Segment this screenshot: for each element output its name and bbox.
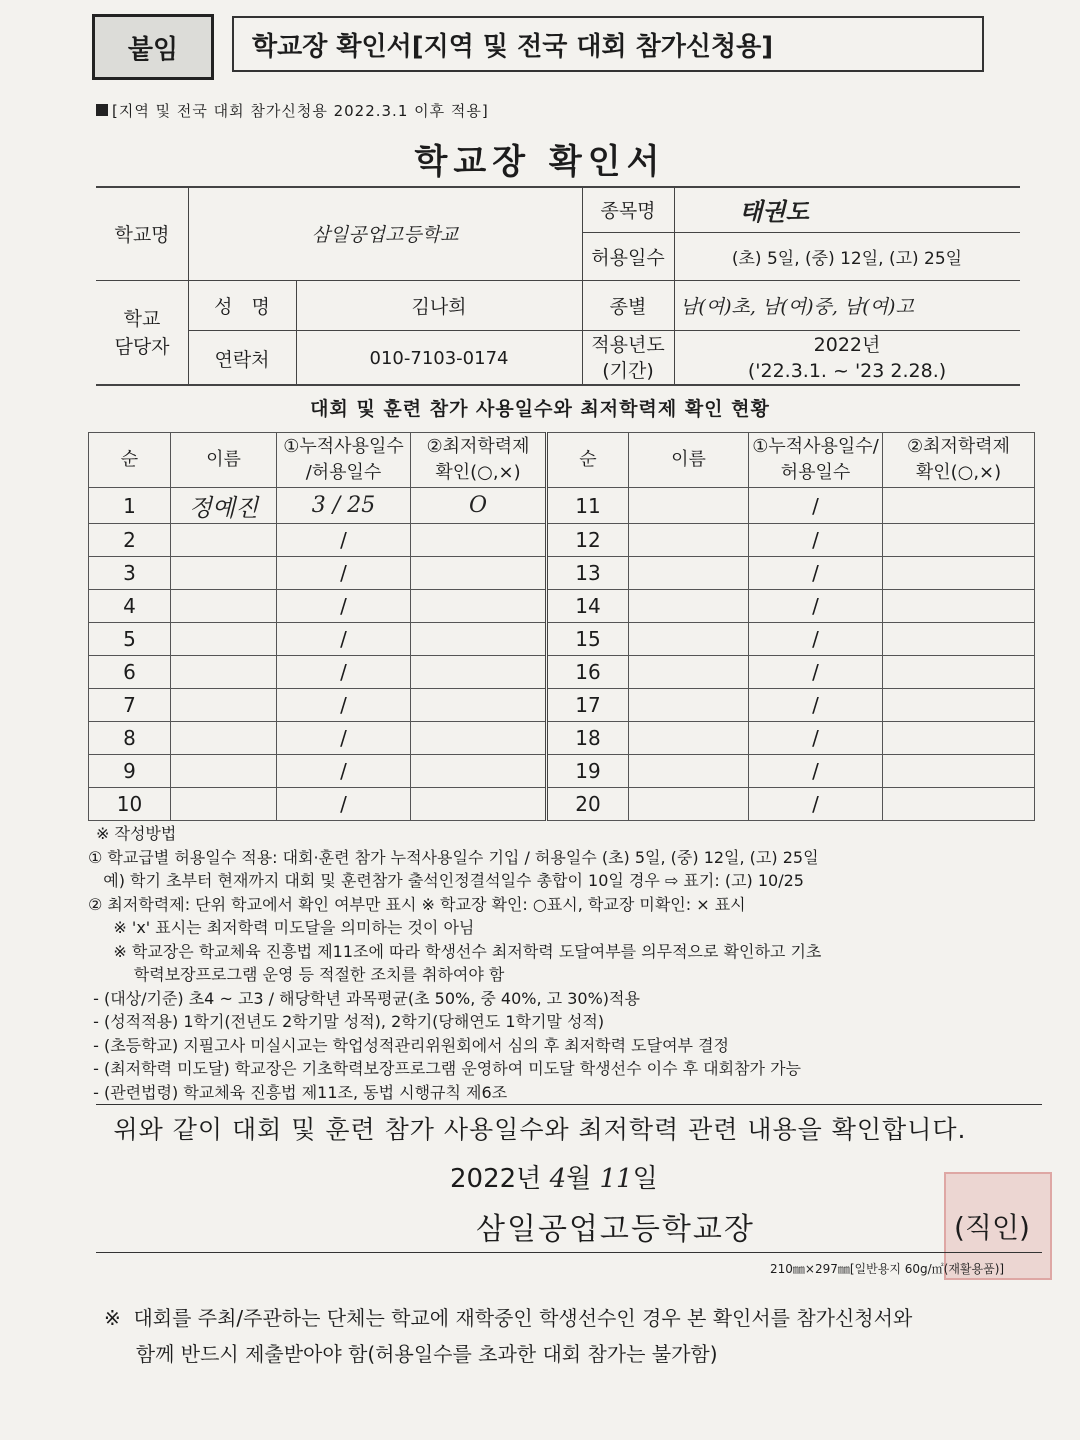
table-row <box>89 488 1035 524</box>
table-header-row <box>89 433 1035 488</box>
row-days: 3 / 25 <box>277 488 411 524</box>
row-name-right <box>629 488 749 524</box>
row-name <box>171 590 277 623</box>
guide-line: - (초등학교) 지필고사 미실시교는 학업성적관리위원회에서 심의 후 최저학력 도달여부 결정 <box>88 1035 729 1055</box>
table-row <box>89 722 1035 755</box>
row-check <box>411 524 547 557</box>
guide-title: ※ 작성방법 <box>96 824 177 843</box>
date-day-unit: 일 <box>632 1164 658 1194</box>
row-days-right: / <box>749 524 883 557</box>
row-check <box>411 788 547 821</box>
row-check-right <box>883 689 1035 722</box>
row-check: O <box>411 488 547 524</box>
col-check: ②최저학력제 확인(○,×) <box>411 433 547 488</box>
row-name-right <box>629 656 749 689</box>
table-row <box>89 656 1035 689</box>
row-name: 정예진 <box>171 488 277 524</box>
name-value: 김나희 <box>411 295 467 318</box>
page-title: 학교장 확인서 <box>414 142 666 182</box>
row-name <box>171 623 277 656</box>
row-name <box>171 557 277 590</box>
row-check-right <box>883 623 1035 656</box>
row-no: 2 <box>89 524 171 557</box>
guide-line: - (관련법령) 학교체육 진흥법 제11조, 동법 시행규칙 제6조 <box>88 1082 508 1102</box>
row-days: / <box>277 755 411 788</box>
guide-line: ② 최저학력제: 단위 학교에서 확인 여부만 표시 ※ 학교장 확인: ○표시, 학교장 미확인: × 표시 <box>88 894 746 914</box>
row-name <box>171 722 277 755</box>
phone-label: 연락처 <box>214 348 270 371</box>
row-days: / <box>277 656 411 689</box>
row-no: 3 <box>89 557 171 590</box>
col-check-right: ②최저학력제 확인(○,×) <box>883 433 1035 488</box>
row-days: / <box>277 524 411 557</box>
confirmation-statement: 위와 같이 대회 및 훈련 참가 사용일수와 최저학력 관련 내용을 확인합니다. <box>113 1115 967 1144</box>
table-row <box>89 689 1035 722</box>
form-title: 학교장 확인서[지역 및 전국 대회 참가신청용] <box>252 31 774 62</box>
row-no-right: 16 <box>547 656 629 689</box>
row-no-right: 14 <box>547 590 629 623</box>
row-days: / <box>277 788 411 821</box>
row-name-right <box>629 524 749 557</box>
row-no-right: 18 <box>547 722 629 755</box>
col-name: 이름 <box>171 433 277 488</box>
row-name-right <box>629 722 749 755</box>
row-check <box>411 689 547 722</box>
row-no-right: 20 <box>547 788 629 821</box>
section-title: 대회 및 훈련 참가 사용일수와 최저학력제 확인 현황 <box>310 398 770 420</box>
row-no: 1 <box>89 488 171 524</box>
row-check-right <box>883 788 1035 821</box>
row-no-right: 17 <box>547 689 629 722</box>
event-value: 태권도 <box>739 196 809 226</box>
year-label: 적용년도 <box>591 334 665 356</box>
row-name-right <box>629 788 749 821</box>
date-day: 11 <box>599 1164 633 1194</box>
row-days-right: / <box>749 656 883 689</box>
guide-line: 예) 학기 초부터 현재까지 대회 및 훈련참가 출석인정결석일수 총합이 10일 경우 ⇨ 표기: (고) 10/25 <box>88 871 804 890</box>
signer-name: 삼일공업고등학교장 <box>476 1212 755 1247</box>
row-name-right <box>629 623 749 656</box>
year-value-cell <box>674 330 1020 386</box>
row-days: / <box>277 689 411 722</box>
footer-note <box>104 1300 912 1372</box>
row-check <box>411 722 547 755</box>
row-name-right <box>629 755 749 788</box>
divider <box>96 1252 1042 1253</box>
row-days-right: / <box>749 590 883 623</box>
row-check <box>411 623 547 656</box>
row-name <box>171 755 277 788</box>
category-label: 종별 <box>609 295 647 318</box>
row-check-right <box>883 557 1035 590</box>
allowed-days-value: (초) 5일, (중) 12일, (고) 25일 <box>731 248 963 269</box>
phone-value: 010-7103-0174 <box>369 347 509 369</box>
row-days-right: / <box>749 488 883 524</box>
school-value: 삼일공업고등학교 <box>311 223 459 246</box>
table-row <box>89 788 1035 821</box>
row-days-right: / <box>749 722 883 755</box>
row-days: / <box>277 590 411 623</box>
col-days-right: ①누적사용일수/ 허용일수 <box>749 433 883 488</box>
row-no-right: 11 <box>547 488 629 524</box>
square-bullet-icon <box>96 104 108 116</box>
row-days: / <box>277 722 411 755</box>
guide-line: ① 학교급별 허용일수 적용: 대회·훈련 참가 누적사용일수 기입 / 허용일수 (초) 5일, (중) 12일, (고) 25일 <box>88 847 819 867</box>
form-title-box <box>232 16 984 72</box>
col-no: 순 <box>89 433 171 488</box>
year-value: 2022년 <box>813 334 881 356</box>
date-year: 2022년 <box>450 1164 542 1194</box>
row-name <box>171 524 277 557</box>
row-check-right <box>883 656 1035 689</box>
row-name <box>171 689 277 722</box>
row-days: / <box>277 623 411 656</box>
table-row <box>89 524 1035 557</box>
row-no-right: 12 <box>547 524 629 557</box>
row-no: 6 <box>89 656 171 689</box>
attachment-tag <box>92 14 214 80</box>
row-check <box>411 755 547 788</box>
row-name-right <box>629 557 749 590</box>
footer-line: ※ 대회를 주최/주관하는 단체는 학교에 재학중인 학생선수인 경우 본 확인서를 참가신청서와 <box>104 1306 913 1330</box>
info-grid <box>96 186 1020 386</box>
row-check-right <box>883 524 1035 557</box>
year-period: ('22.3.1. ~ '23 2.28.) <box>747 360 947 382</box>
row-no-right: 19 <box>547 755 629 788</box>
row-days-right: / <box>749 788 883 821</box>
contact-person-label: 학교 담당자 <box>114 308 170 358</box>
col-name-right: 이름 <box>629 433 749 488</box>
name-label: 성 명 <box>214 295 270 318</box>
year-label-cell <box>582 330 674 386</box>
writing-guide <box>88 822 1038 1104</box>
record-table <box>88 432 1035 821</box>
seal-label: (직인) <box>954 1211 1030 1244</box>
row-check-right <box>883 722 1035 755</box>
guide-line: - (대상/기준) 초4 ~ 고3 / 해당학년 과목평균(초 50%, 중 40%, 고 30%)적용 <box>88 988 640 1008</box>
paper-spec: 210㎜×297㎜[일반용지 60g/㎡(재활용품)] <box>770 1262 1005 1276</box>
row-check <box>411 656 547 689</box>
guide-line: ※ 'x' 표시는 최저학력 미도달을 의미하는 것이 아님 <box>88 918 475 937</box>
guide-line: - (성적적용) 1학기(전년도 2학기말 성적), 2학기(당해연도 1학기말 성적) <box>88 1012 605 1031</box>
allowed-days-label: 허용일수 <box>591 246 665 269</box>
table-row <box>89 623 1035 656</box>
col-days: ①누적사용일수 /허용일수 <box>277 433 411 488</box>
row-check <box>411 590 547 623</box>
row-name <box>171 788 277 821</box>
row-no: 4 <box>89 590 171 623</box>
event-label: 종목명 <box>600 199 656 222</box>
guide-line: 학력보장프로그램 운영 등 적절한 조치를 취하여야 함 <box>88 965 505 984</box>
divider <box>96 1104 1042 1105</box>
table-row <box>89 557 1035 590</box>
note-text: [지역 및 전국 대회 참가신청용 2022.3.1 이후 적용] <box>112 102 489 120</box>
period-label: (기간) <box>602 360 654 382</box>
table-row <box>89 590 1035 623</box>
row-no: 5 <box>89 623 171 656</box>
row-days-right: / <box>749 755 883 788</box>
row-no: 10 <box>89 788 171 821</box>
attachment-label: 붙임 <box>127 34 179 65</box>
col-no-right: 순 <box>547 433 629 488</box>
row-name-right <box>629 689 749 722</box>
application-note <box>96 100 489 121</box>
row-no-right: 13 <box>547 557 629 590</box>
row-name <box>171 656 277 689</box>
school-label: 학교명 <box>114 223 170 246</box>
row-no: 8 <box>89 722 171 755</box>
date-month: 4 <box>549 1164 567 1194</box>
category-value: 남(여)초, 남(여)중, 남(여)고 <box>680 295 914 318</box>
row-days-right: / <box>749 623 883 656</box>
row-days-right: / <box>749 689 883 722</box>
signature-date <box>450 1158 658 1195</box>
row-days-right: / <box>749 557 883 590</box>
row-name-right <box>629 590 749 623</box>
guide-line: - (최저학력 미도달) 학교장은 기초학력보장프로그램 운영하여 미도달 학생선수 이수 후 대회참가 가능 <box>88 1059 801 1078</box>
row-no-right: 15 <box>547 623 629 656</box>
row-days: / <box>277 557 411 590</box>
table-row <box>89 755 1035 788</box>
row-check <box>411 557 547 590</box>
row-check-right <box>883 488 1035 524</box>
date-month-unit: 월 <box>566 1164 592 1194</box>
row-check-right <box>883 755 1035 788</box>
row-no: 9 <box>89 755 171 788</box>
row-no: 7 <box>89 689 171 722</box>
guide-line: ※ 학교장은 학교체육 진흥법 제11조에 따라 학생선수 최저학력 도달여부를 의무적으로 확인하고 기초 <box>88 941 822 961</box>
row-check-right <box>883 590 1035 623</box>
footer-line: 함께 반드시 제출받아야 함(허용일수를 초과한 대회 참가는 불가함) <box>104 1342 718 1366</box>
